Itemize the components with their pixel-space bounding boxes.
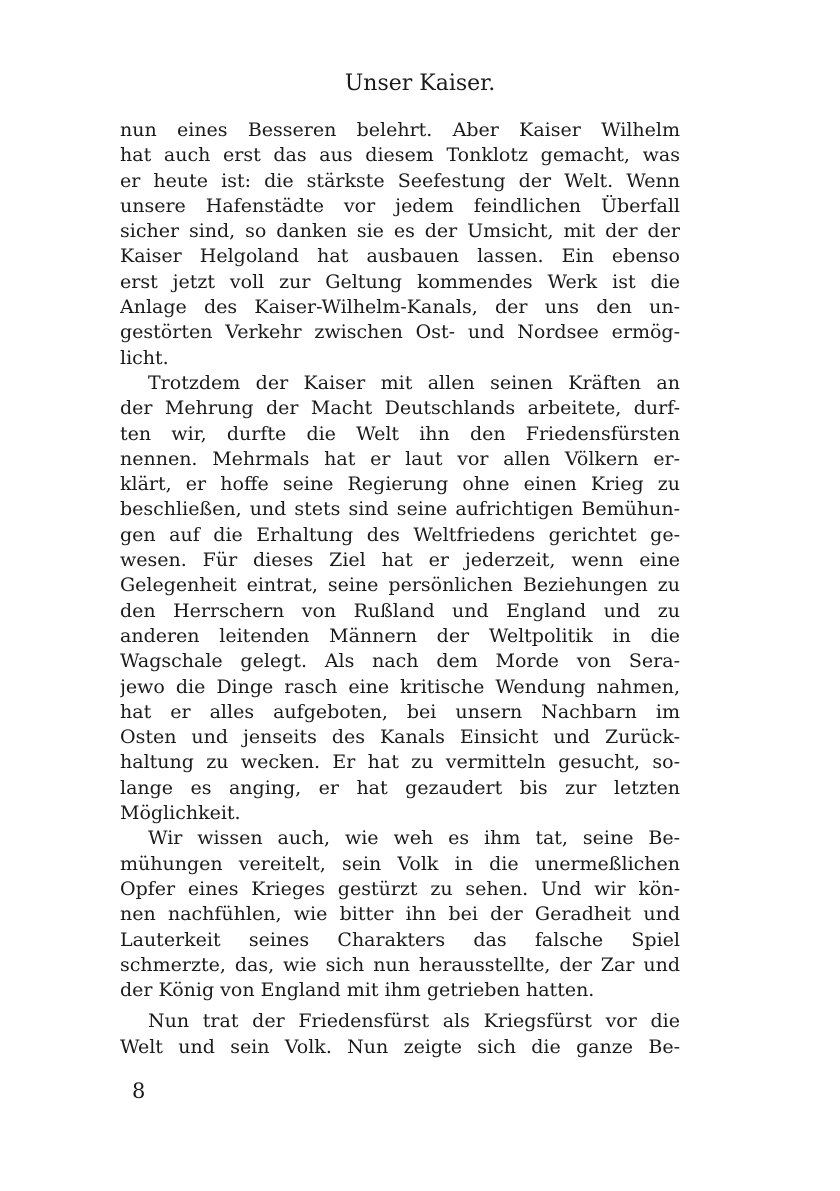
text-line: Wir wissen auch, wie weh es ihm tat, seine Be- xyxy=(148,827,680,850)
text-line: der Mehrung der Macht Deutschlands arbeitete, durf- xyxy=(120,397,680,420)
text-line: anderen leitenden Männern der Weltpolitik in die xyxy=(120,624,680,647)
text-line: Wagschale gelegt. Als nach dem Morde von Sera- xyxy=(120,650,680,673)
paragraph-3 xyxy=(120,826,680,1003)
text-line: er heute ist: die stärkste Seefestung der Welt. Wenn xyxy=(120,169,680,192)
text-line: erst jetzt voll zur Geltung kommendes Werk ist die xyxy=(120,270,680,293)
text-line: nun eines Besseren belehrt. Aber Kaiser Wilhelm xyxy=(120,119,680,141)
text-line: Osten und jenseits des Kanals Einsicht und Zurück- xyxy=(120,726,680,749)
text-line: lange es anging, er hat gezaudert bis zur letzten xyxy=(120,776,680,799)
text-line: ten wir, durfte die Welt ihn den Friedensfürsten xyxy=(120,422,680,445)
text-line: unsere Hafenstädte vor jedem feindlichen Überfall xyxy=(120,194,680,217)
text-line: wesen. Für dieses Ziel hat er jederzeit, wenn eine xyxy=(120,549,680,572)
text-line: sicher sind, so danken sie es der Umsicht, mit der der xyxy=(120,220,680,243)
text-line: den Herrschern von Rußland und England und zu xyxy=(120,599,680,622)
text-line: jewo die Dinge rasch eine kritische Wendung nahmen, xyxy=(120,675,680,698)
text-line: gestörten Verkehr zwischen Ost- und Nordsee ermög- xyxy=(120,321,680,344)
text-line: schmerzte, das, wie sich nun herausstellte, der Zar und xyxy=(120,953,680,976)
text-line: Welt und sein Volk. Nun zeigte sich die ganze Be- xyxy=(120,1035,680,1058)
text-line: gen auf die Erhaltung des Weltfriedens gerichtet ge- xyxy=(120,523,680,546)
text-line: nen nachfühlen, wie bitter ihn bei der Geradheit und xyxy=(120,903,680,926)
running-title: Unser Kaiser. xyxy=(344,71,496,96)
text-line: Kaiser Helgoland hat ausbauen lassen. Ein ebenso xyxy=(120,245,680,268)
text-line: hat auch erst das aus diesem Tonklotz gemacht, was xyxy=(120,144,680,167)
text-line: mühungen vereitelt, sein Volk in die unermeßlichen xyxy=(120,852,680,875)
text-line: licht. xyxy=(120,346,169,369)
text-line: beschließen, und stets sind seine aufrichtigen Bemühun- xyxy=(120,498,680,521)
body-text xyxy=(120,118,680,1060)
paragraph-2 xyxy=(120,371,680,826)
text-line: der König von England mit ihm getrieben hatten. xyxy=(120,979,595,1002)
text-line: Trotzdem der Kaiser mit allen seinen Kräften an xyxy=(148,371,680,394)
paragraph-4 xyxy=(120,1009,680,1060)
text-line: Opfer eines Krieges gestürzt zu sehen. Und wir kön- xyxy=(120,877,680,900)
text-line: klärt, er hoffe seine Regierung ohne einen Krieg zu xyxy=(120,473,680,496)
text-line: hat er alles aufgeboten, bei unsern Nachbarn im xyxy=(120,700,680,723)
text-line: Lauterkeit seines Charakters das falsche Spiel xyxy=(120,928,680,951)
text-line: Nun trat der Friedensfürst als Kriegsfürst vor die xyxy=(148,1010,680,1033)
page-number: 8 xyxy=(132,1079,146,1103)
text-line: nennen. Mehrmals hat er laut vor allen Völkern er- xyxy=(120,447,680,470)
text-line: Gelegenheit eintrat, seine persönlichen Beziehungen zu xyxy=(120,574,680,597)
text-line: Anlage des Kaiser-Wilhelm-Kanals, der uns den un- xyxy=(120,296,680,319)
text-line: Möglichkeit. xyxy=(120,802,241,825)
text-line: haltung zu wecken. Er hat zu vermitteln gesucht, so- xyxy=(120,751,680,774)
paragraph-1 xyxy=(120,118,680,371)
